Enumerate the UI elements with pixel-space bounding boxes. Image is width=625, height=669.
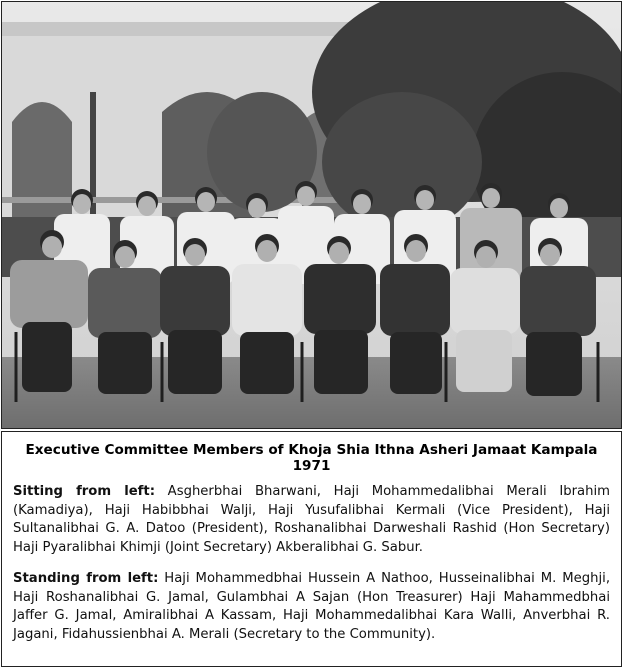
standing-names: Haji Mohammedbhai Hussein A Nathoo, Husseinalibhai M. Meghji, Haji Roshanalibhai G. Jamal, Gulambhai A Sajan (Hon Treasurer) Haji Mahammedbhai Jaffer G. Jamal, Amiralibhai A Kassam, Haji Mohammedalibhai Kara Walli, Anverbhai R. Jagani, Fidahussienbhai A. Merali (Secretary to the Community).: [13, 571, 611, 642]
caption-box: [1, 431, 622, 667]
sitting-paragraph: [13, 483, 610, 557]
sitting-label: Sitting from left:: [13, 484, 155, 499]
group-photo-image: [2, 2, 621, 428]
standing-label: Standing from left:: [13, 571, 159, 586]
group-photo: [1, 1, 622, 429]
standing-paragraph: [13, 570, 610, 644]
sitting-names: Asgherbhai Bharwani, Haji Mohammedalibhai Merali Ibrahim (Kamadiya), Haji Habibbhai Walji, Haji Yusufalibhai Kermali (Vice President), Haji Sultanalibhai G. A. Datoo (President), Roshanalibhai Darweshali Rashid (Hon Secretary) Haji Pyaralibhai Khimji (Joint Secretary) Akberalibhai G. Sabur.: [13, 484, 610, 555]
caption-title: Executive Committee Members of Khoja Shia Ithna Asheri Jamaat Kampala 1971: [25, 442, 598, 474]
